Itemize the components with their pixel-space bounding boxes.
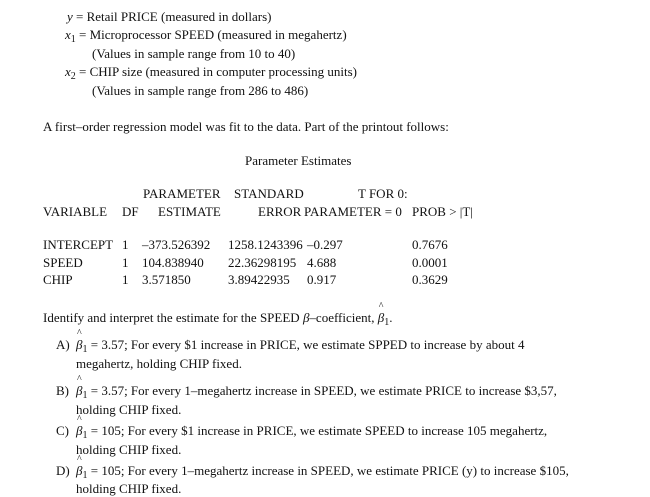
row-prob: 0.3629 <box>412 272 448 287</box>
option-line2: megahertz, holding CHIP fixed. <box>76 356 242 371</box>
row-df: 1 <box>122 237 129 252</box>
definition-y <box>67 9 271 24</box>
option-line1 <box>76 383 557 401</box>
row-estimate: 104.838940 <box>142 255 204 270</box>
row-t: –0.297 <box>307 237 343 252</box>
header-param-eq0: PARAMETER = 0 <box>304 204 402 219</box>
row-error: 3.89422935 <box>228 272 290 287</box>
question-mid: –coefficient, <box>309 310 378 325</box>
row-estimate: 3.571850 <box>142 272 191 287</box>
option-beta-hat: ^ β <box>76 383 82 398</box>
option-line2: holding CHIP fixed. <box>76 481 182 496</box>
option-line1 <box>76 423 548 441</box>
header-error: ERROR <box>258 204 302 219</box>
beta-hat-symbol: ^ β <box>378 310 384 325</box>
definition-y-text: = Retail PRICE (measured in dollars) <box>72 9 272 24</box>
row-t: 4.688 <box>307 255 337 270</box>
option-line2: holding CHIP fixed. <box>76 442 182 457</box>
var-y: y <box>67 9 73 24</box>
beta-hat-sub: 1 <box>384 317 390 328</box>
question-text <box>43 310 393 328</box>
header-prob: PROB > |T| <box>412 204 473 219</box>
var-x2: x <box>65 64 71 79</box>
row-error: 1258.1243396 <box>228 237 303 252</box>
row-error: 22.36298195 <box>228 255 297 270</box>
definition-x1-note: (Values in sample range from 10 to 40) <box>92 46 296 61</box>
row-variable: CHIP <box>43 272 73 287</box>
intro-text: A first–order regression model was fit to the data. Part of the printout follows: <box>43 119 449 134</box>
row-t: 0.917 <box>307 272 337 287</box>
var-x1-sub: 1 <box>70 34 76 45</box>
option-text: = 3.57; For every $1 increase in PRICE, we estimate SPPED to increase by about 4 <box>87 337 525 352</box>
question-end: . <box>389 310 393 325</box>
row-prob: 0.0001 <box>412 255 448 270</box>
option-line1 <box>76 463 569 481</box>
header-parameter: PARAMETER <box>143 186 221 201</box>
table-title: Parameter Estimates <box>245 153 352 168</box>
option-line2: holding CHIP fixed. <box>76 402 182 417</box>
option-text: = 3.57; For every 1–megahertz increase in SPEED, we estimate PRICE to increase $3,57, <box>87 383 557 398</box>
option-beta-sub: 1 <box>82 470 88 481</box>
beta-symbol: β <box>302 310 310 325</box>
row-estimate: –373.526392 <box>142 237 211 252</box>
option-letter: B) <box>56 383 69 398</box>
option-beta-hat: ^ β <box>76 337 82 352</box>
option-letter: A) <box>56 337 70 352</box>
option-beta-hat: ^ β <box>76 423 82 438</box>
option-beta-sub: 1 <box>82 344 88 355</box>
header-tfor: T FOR 0: <box>358 186 408 201</box>
definition-x1 <box>65 27 347 45</box>
row-variable: SPEED <box>43 255 83 270</box>
option-letter: D) <box>56 463 70 478</box>
var-x1: x <box>65 27 71 42</box>
row-df: 1 <box>122 255 129 270</box>
option-beta-sub: 1 <box>82 430 88 441</box>
row-df: 1 <box>122 272 129 287</box>
option-beta-hat: ^ β <box>76 463 82 478</box>
option-text: = 105; For every $1 increase in PRICE, we estimate SPEED to increase 105 megahertz, <box>87 423 548 438</box>
definition-x2-text: = CHIP size (measured in computer processing units) <box>75 64 358 79</box>
row-variable: INTERCEPT <box>43 237 114 252</box>
header-standard: STANDARD <box>234 186 304 201</box>
definition-x1-text: = Microprocessor SPEED (measured in megahertz) <box>75 27 347 42</box>
header-estimate: ESTIMATE <box>158 204 221 219</box>
option-text: = 105; For every 1–megahertz increase in SPEED, we estimate PRICE (y) to increase $105, <box>87 463 569 478</box>
row-prob: 0.7676 <box>412 237 448 252</box>
definition-x2-note: (Values in sample range from 286 to 486) <box>92 83 309 98</box>
question-before: Identify and interpret the estimate for the SPEED <box>43 310 303 325</box>
option-letter: C) <box>56 423 69 438</box>
option-beta-sub: 1 <box>82 390 88 401</box>
header-variable: VARIABLE <box>43 204 108 219</box>
definition-x2 <box>65 64 358 82</box>
var-x2-sub: 2 <box>70 71 76 82</box>
option-line1 <box>76 337 525 355</box>
header-df: DF <box>122 204 139 219</box>
